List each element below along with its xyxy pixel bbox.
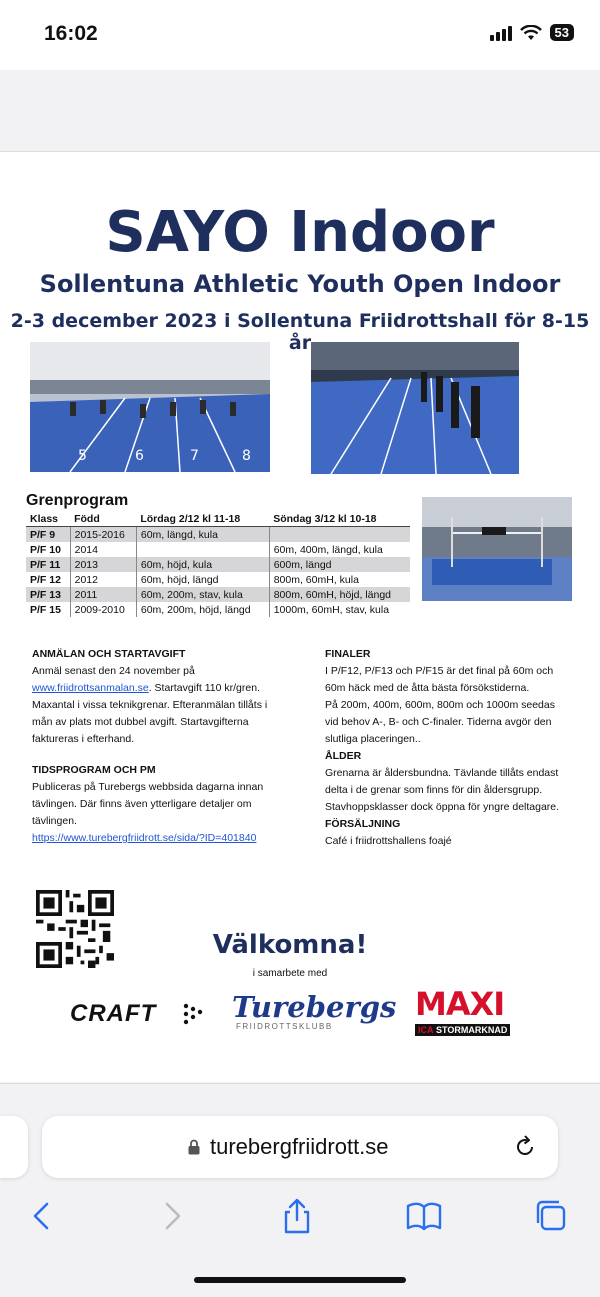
battery-icon: 53: [550, 24, 574, 41]
wifi-icon: [520, 25, 542, 41]
table-row: [26, 542, 410, 557]
table-header-row: [26, 512, 410, 527]
registration-text-b: . Startavgift 110 kr/gren. Maxantal i vissa teknikgrenar. Efteranmälan tillåts i mån av plats mot dubbel avgift. Startavgifterna faktureras i efterhand.: [32, 682, 268, 745]
lane-number: 6: [135, 448, 144, 464]
table-cell: P/F 11: [26, 557, 70, 572]
ica-stormarknad-badge: [415, 1024, 510, 1036]
table-cell: 60m, 400m, längd, kula: [269, 542, 410, 557]
maxi-logo-text: MAXI: [415, 985, 505, 1023]
table-cell: 60m, längd, kula: [136, 527, 269, 543]
tabs-icon[interactable]: [532, 1196, 572, 1236]
table-cell: 2009-2010: [70, 602, 136, 617]
stormarknad-text: STORMARKNAD: [433, 1025, 508, 1035]
table-cell: P/F 15: [30, 603, 61, 616]
lane-number: 5: [78, 448, 87, 464]
sales-heading: FÖRSÄLJNING: [325, 818, 401, 830]
bookmarks-icon[interactable]: [404, 1196, 444, 1236]
finals-heading: FINALER: [325, 648, 371, 660]
registration-text: [32, 663, 288, 748]
table-cell: P/F 12: [30, 573, 61, 586]
table-cell: [136, 542, 269, 557]
table-cell: 600m, längd: [269, 557, 410, 572]
table-cell: 2015-2016: [70, 527, 136, 543]
timetable-heading: TIDSPROGRAM OCH PM: [32, 764, 156, 776]
turebergs-logo: Turebergs: [232, 990, 397, 1024]
age-heading: ÅLDER: [325, 750, 362, 762]
previous-tab-peek[interactable]: [0, 1116, 28, 1178]
table-cell: [269, 527, 410, 543]
maxi-ica-logo: [415, 985, 511, 1036]
sales-text: Café i friidrottshallens foajé: [325, 835, 452, 847]
craft-dots-icon: [182, 1002, 208, 1026]
table-cell: 60m, 200m, höjd, längd: [136, 602, 269, 617]
column-header: Söndag 3/12 kl 10-18: [269, 512, 410, 527]
sprint-start-photo: [30, 342, 270, 472]
ica-text: ICA: [418, 1025, 434, 1035]
reload-icon[interactable]: [512, 1134, 538, 1160]
share-icon[interactable]: [277, 1196, 317, 1236]
table-row: [26, 572, 410, 587]
registration-text-a: Anmäl senast den 24 november på: [32, 665, 195, 677]
table-cell: 2011: [70, 587, 136, 602]
event-poster: [0, 152, 600, 1082]
table-cell: P/F 9: [26, 527, 70, 543]
table-cell: 60m, höjd, kula: [136, 557, 269, 572]
forward-icon[interactable]: [152, 1196, 192, 1236]
table-cell: 2012: [70, 572, 136, 587]
home-indicator[interactable]: [194, 1277, 406, 1283]
poster-title: SAYO Indoor: [105, 200, 495, 265]
lane-number: 8: [242, 448, 251, 464]
welcome-text: Välkomna!: [212, 930, 368, 960]
age-text: Grenarna är åldersbundna. Tävlande tillåts endast delta i de grenar som finns för din åldersgrupp. Stavhoppsklasser dock öppna för yngre deltagare.: [325, 767, 560, 813]
running-photo: [311, 342, 519, 474]
lane-number: 7: [190, 448, 199, 464]
table-cell: P/F 13: [26, 587, 70, 602]
table-row: [26, 527, 410, 543]
status-time: 16:02: [44, 22, 98, 45]
table-cell: 2013: [70, 557, 136, 572]
qr-code-icon: [36, 890, 114, 968]
page-top-area: [0, 70, 600, 152]
high-jump-photo: [422, 497, 572, 601]
grenprogram-heading: Grenprogram: [26, 492, 129, 509]
craft-logo: CRAFT: [70, 1000, 157, 1027]
address-bar-url[interactable]: turebergfriidrott.se: [210, 1134, 389, 1159]
table-row: [26, 587, 410, 602]
lock-icon: [188, 1139, 200, 1155]
back-icon[interactable]: [22, 1196, 62, 1236]
table-cell: 2014: [70, 542, 136, 557]
column-header: Lördag 2/12 kl 11-18: [136, 512, 269, 527]
poster-subtitle: Sollentuna Athletic Youth Open Indoor: [39, 270, 561, 298]
status-bar: [0, 0, 600, 70]
left-info-column: [32, 646, 288, 861]
table-row: [26, 602, 410, 617]
timetable-text-body: Publiceras på Turebergs webbsida dagarna innan tävlingen. Där finns även ytterligare detaljer om tävlingen.: [32, 781, 264, 827]
finals-text: I P/F12, P/F13 och P/F15 är det final på 60m och 60m häck med de åtta bästa försökstiderna.: [325, 665, 554, 694]
signal-icon: [490, 25, 512, 41]
table-cell: 800m, 60mH, höjd, längd: [269, 587, 410, 602]
timetable-link[interactable]: https://www.turebergfriidrott.se/sida/?ID=401840: [32, 832, 257, 844]
timetable-text: [32, 779, 288, 847]
registration-heading: ANMÄLAN OCH STARTAVGIFT: [32, 648, 186, 660]
registration-link[interactable]: www.friidrottsanmalan.se: [32, 682, 149, 694]
poster-dateline: 2-3 december 2023 i Sollentuna Friidrottshall för 8-15 år: [10, 310, 590, 354]
table-cell: 60m, 200m, stav, kula: [136, 587, 269, 602]
table-cell: 1000m, 60mH, stav, kula: [269, 602, 410, 617]
cooperation-text: i samarbete med: [252, 968, 328, 979]
turebergs-logo-subtitle: FRIIDROTTSKLUBB: [236, 1022, 333, 1031]
table-cell: 60m, höjd, längd: [136, 572, 269, 587]
schedule-table: [26, 512, 410, 617]
column-header: Klass: [26, 512, 70, 527]
browser-toolbar: [0, 1196, 600, 1236]
right-info-column: [325, 646, 565, 850]
table-cell: 800m, 60mH, kula: [269, 572, 410, 587]
finals-text-2: På 200m, 400m, 600m, 800m och 1000m seedas vid behov A-, B- och C-finaler. Tiderna avgör den slutliga placeringen..: [325, 699, 555, 745]
table-cell: P/F 10: [30, 543, 61, 556]
status-icons: [490, 24, 574, 41]
column-header: Född: [70, 512, 136, 527]
table-row: [26, 557, 410, 572]
address-bar[interactable]: [42, 1116, 558, 1178]
